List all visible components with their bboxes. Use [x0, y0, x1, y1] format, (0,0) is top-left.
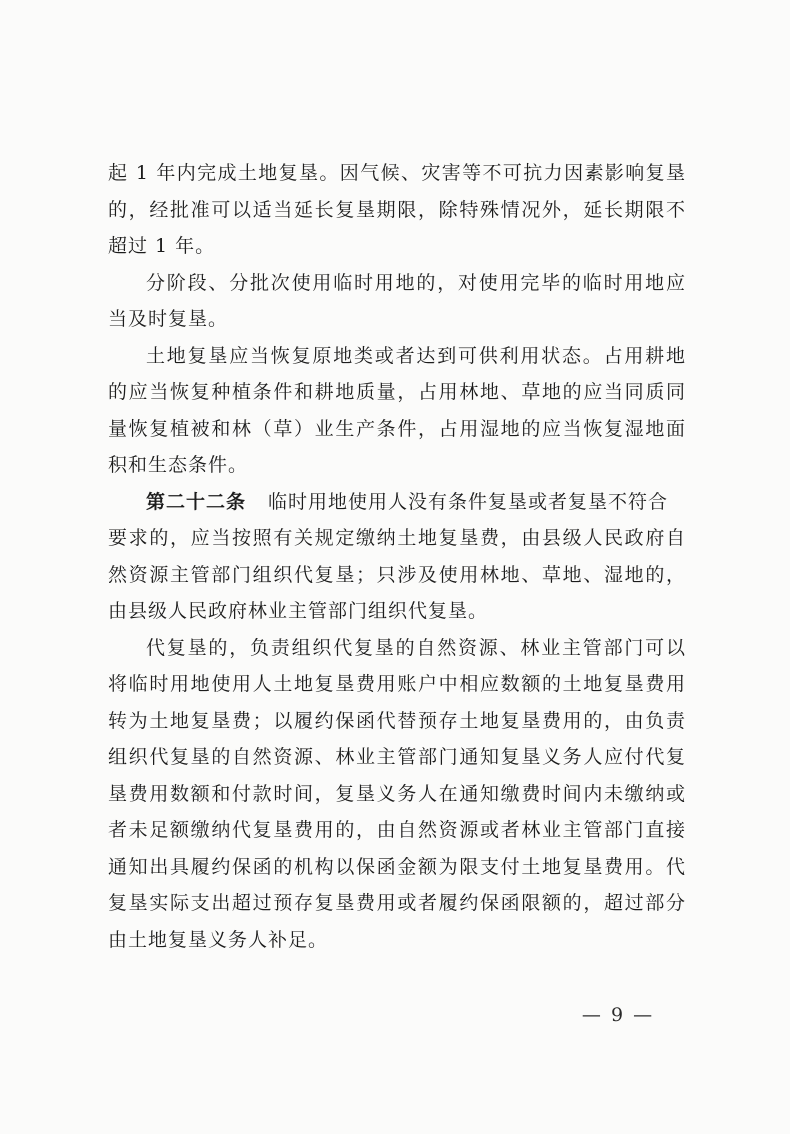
- text-line: 土地复垦应当恢复原地类或者达到可供利用状态。占用耕地: [146, 344, 686, 367]
- text-line: 者未足额缴纳代复垦费用的，由自然资源或者林业主管部门直接: [108, 819, 686, 841]
- text-line: 分阶段、分批次使用临时用地的，对使用完毕的临时用地应: [146, 271, 686, 294]
- text-line: 复垦实际支出超过预存复垦费用或者履约保函限额的，超过部分: [108, 892, 686, 914]
- body-text: [108, 155, 686, 958]
- text-line: 积和生态条件。: [108, 454, 249, 476]
- text-line: 组织代复垦的自然资源、林业主管部门通知复垦义务人应付代复: [108, 746, 686, 768]
- text-line: 代复垦的，负责组织代复垦的自然资源、林业主管部门可以: [146, 636, 686, 659]
- text-line: 由县级人民政府林业主管部门组织代复垦。: [108, 600, 489, 622]
- text-line: 由土地复垦义务人补足。: [108, 928, 329, 951]
- text-line: 然资源主管部门组织代复垦；只涉及使用林地、草地、湿地的，: [108, 563, 686, 586]
- text-line: 当及时复垦。: [108, 308, 229, 330]
- text-line: 通知出具履约保函的机构以保函金额为限支付土地复垦费用。代: [108, 855, 686, 878]
- article-text: 临时用地使用人没有条件复垦或者复垦不符合: [268, 490, 669, 513]
- text-line: 将临时用地使用人土地复垦费用账户中相应数额的土地复垦费用: [108, 673, 686, 695]
- text-line: 的，经批准可以适当延长复垦期限，除特殊情况外，延长期限不: [108, 198, 686, 221]
- text-line: 要求的，应当按照有关规定缴纳土地复垦费，由县级人民政府自: [108, 527, 686, 549]
- article-first-line: [108, 484, 686, 521]
- text-line: 的应当恢复种植条件和耕地质量，占用林地、草地的应当同质同: [108, 381, 686, 403]
- text-line: 垦费用数额和付款时间，复垦义务人在通知缴费时间内未缴纳或: [108, 782, 686, 805]
- text-line: 超过 1 年。: [108, 235, 216, 257]
- text-line: 量恢复植被和林（草）业生产条件，占用湿地的应当恢复湿地面: [108, 417, 686, 440]
- page-number: — 9 —: [581, 1004, 655, 1026]
- article-heading: 第二十二条: [146, 490, 247, 513]
- text-line: 转为土地复垦费；以履约保函代替预存土地复垦费用的，由负责: [108, 709, 686, 732]
- text-line: 起 1 年内完成土地复垦。因气候、灾害等不可抗力因素影响复垦: [108, 162, 686, 184]
